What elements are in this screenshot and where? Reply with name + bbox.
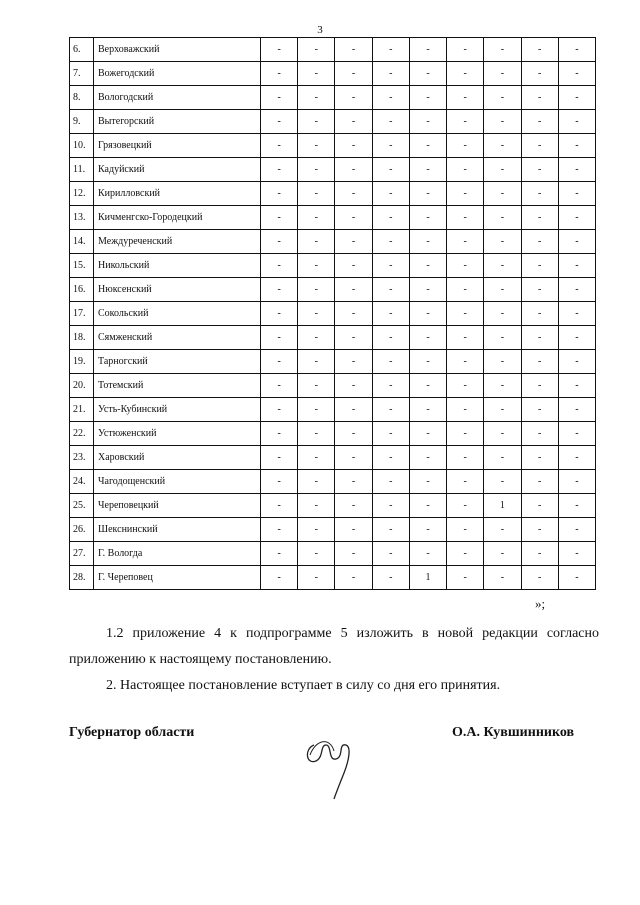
value-cell: - [298, 542, 335, 566]
value-cell: 1 [409, 566, 446, 590]
value-cell: - [372, 278, 409, 302]
value-cell: - [409, 350, 446, 374]
row-number: 26. [70, 518, 94, 542]
value-cell: - [335, 446, 372, 470]
district-name: Верховажский [94, 38, 261, 62]
value-cell: - [447, 62, 484, 86]
value-cell: - [335, 422, 372, 446]
district-name: Вытегорский [94, 110, 261, 134]
value-cell: - [372, 110, 409, 134]
value-cell: - [558, 182, 595, 206]
value-cell: - [409, 470, 446, 494]
value-cell: - [447, 206, 484, 230]
value-cell: - [484, 446, 521, 470]
value-cell: - [372, 38, 409, 62]
value-cell: - [298, 278, 335, 302]
value-cell: - [298, 254, 335, 278]
table-row [70, 302, 596, 326]
row-number: 7. [70, 62, 94, 86]
value-cell: - [409, 182, 446, 206]
value-cell: - [335, 470, 372, 494]
value-cell: - [335, 254, 372, 278]
value-cell: - [484, 542, 521, 566]
row-number: 23. [70, 446, 94, 470]
table-row [70, 350, 596, 374]
value-cell: - [298, 206, 335, 230]
value-cell: - [521, 62, 558, 86]
row-number: 28. [70, 566, 94, 590]
value-cell: - [409, 518, 446, 542]
row-number: 27. [70, 542, 94, 566]
value-cell: - [447, 518, 484, 542]
value-cell: - [261, 542, 298, 566]
value-cell: - [261, 110, 298, 134]
value-cell: - [558, 566, 595, 590]
table-row [70, 446, 596, 470]
value-cell: - [335, 158, 372, 182]
value-cell: - [521, 374, 558, 398]
value-cell: - [558, 110, 595, 134]
value-cell: - [298, 38, 335, 62]
value-cell: - [298, 326, 335, 350]
district-name: Г. Череповец [94, 566, 261, 590]
value-cell: - [261, 350, 298, 374]
page-number: 3 [317, 24, 323, 36]
table-row [70, 542, 596, 566]
value-cell: - [409, 254, 446, 278]
value-cell: - [372, 302, 409, 326]
value-cell: - [335, 206, 372, 230]
value-cell: - [447, 374, 484, 398]
value-cell: - [409, 62, 446, 86]
value-cell: - [521, 326, 558, 350]
value-cell: - [372, 158, 409, 182]
row-number: 12. [70, 182, 94, 206]
value-cell: - [261, 374, 298, 398]
value-cell: - [335, 38, 372, 62]
value-cell: - [409, 38, 446, 62]
table-row [70, 374, 596, 398]
value-cell: - [372, 446, 409, 470]
value-cell: - [558, 254, 595, 278]
table-row [70, 86, 596, 110]
value-cell: - [298, 62, 335, 86]
value-cell: - [261, 254, 298, 278]
value-cell: - [558, 62, 595, 86]
value-cell: - [558, 398, 595, 422]
value-cell: - [447, 326, 484, 350]
value-cell: - [521, 38, 558, 62]
signer-name: О.А. Кувшинников [452, 725, 575, 740]
value-cell: - [372, 254, 409, 278]
value-cell: - [484, 422, 521, 446]
value-cell: - [298, 470, 335, 494]
district-name: Кадуйский [94, 158, 261, 182]
value-cell: - [335, 518, 372, 542]
district-name: Вологодский [94, 86, 261, 110]
value-cell: - [521, 398, 558, 422]
district-name: Устюженский [94, 422, 261, 446]
value-cell: - [521, 134, 558, 158]
value-cell: - [484, 230, 521, 254]
table-row [70, 206, 596, 230]
value-cell: - [484, 518, 521, 542]
district-name: Грязовецкий [94, 134, 261, 158]
value-cell: - [558, 542, 595, 566]
value-cell: - [484, 566, 521, 590]
row-number: 15. [70, 254, 94, 278]
value-cell: - [447, 230, 484, 254]
value-cell: - [447, 542, 484, 566]
value-cell: - [521, 182, 558, 206]
value-cell: - [261, 206, 298, 230]
value-cell: - [298, 494, 335, 518]
value-cell: - [521, 230, 558, 254]
regions-table [69, 37, 596, 590]
row-number: 19. [70, 350, 94, 374]
table-row [70, 62, 596, 86]
value-cell: - [521, 206, 558, 230]
value-cell: - [484, 254, 521, 278]
value-cell: - [558, 86, 595, 110]
value-cell: - [521, 470, 558, 494]
value-cell: - [261, 182, 298, 206]
district-name: Череповецкий [94, 494, 261, 518]
value-cell: - [261, 302, 298, 326]
table-row [70, 230, 596, 254]
value-cell: - [484, 62, 521, 86]
value-cell: - [521, 302, 558, 326]
value-cell: - [335, 62, 372, 86]
value-cell: - [409, 86, 446, 110]
value-cell: - [261, 86, 298, 110]
district-name: Чагодощенский [94, 470, 261, 494]
value-cell: - [558, 326, 595, 350]
district-name: Кичменгско-Городецкий [94, 206, 261, 230]
table-row [70, 182, 596, 206]
value-cell: - [447, 470, 484, 494]
value-cell: - [447, 134, 484, 158]
value-cell: - [298, 398, 335, 422]
table-row [70, 134, 596, 158]
district-name: Сокольский [94, 302, 261, 326]
value-cell: - [335, 134, 372, 158]
value-cell: - [298, 566, 335, 590]
row-number: 8. [70, 86, 94, 110]
table-row [70, 326, 596, 350]
value-cell: - [521, 86, 558, 110]
district-name: Харовский [94, 446, 261, 470]
value-cell: - [261, 422, 298, 446]
handwritten-signature [300, 715, 360, 800]
value-cell: - [447, 278, 484, 302]
value-cell: - [298, 134, 335, 158]
value-cell: - [447, 38, 484, 62]
value-cell: - [335, 494, 372, 518]
district-name: Усть-Кубинский [94, 398, 261, 422]
value-cell: - [372, 230, 409, 254]
value-cell: - [372, 350, 409, 374]
value-cell: - [447, 566, 484, 590]
value-cell: - [447, 494, 484, 518]
row-number: 14. [70, 230, 94, 254]
value-cell: - [447, 110, 484, 134]
value-cell: - [335, 86, 372, 110]
value-cell: - [372, 398, 409, 422]
value-cell: - [335, 182, 372, 206]
value-cell: - [261, 62, 298, 86]
value-cell: - [447, 350, 484, 374]
value-cell: - [521, 542, 558, 566]
value-cell: - [558, 230, 595, 254]
value-cell: - [261, 566, 298, 590]
value-cell: - [372, 566, 409, 590]
value-cell: - [298, 302, 335, 326]
value-cell: - [484, 398, 521, 422]
value-cell: - [484, 374, 521, 398]
row-number: 18. [70, 326, 94, 350]
value-cell: - [409, 206, 446, 230]
value-cell: - [335, 110, 372, 134]
value-cell: - [447, 254, 484, 278]
value-cell: - [409, 110, 446, 134]
value-cell: - [521, 446, 558, 470]
table-row [70, 518, 596, 542]
value-cell: - [372, 134, 409, 158]
district-name: Г. Вологда [94, 542, 261, 566]
value-cell: - [447, 302, 484, 326]
value-cell: - [484, 182, 521, 206]
value-cell: - [447, 398, 484, 422]
value-cell: - [521, 494, 558, 518]
value-cell: - [298, 86, 335, 110]
value-cell: - [298, 182, 335, 206]
value-cell: - [409, 398, 446, 422]
value-cell: - [558, 518, 595, 542]
value-cell: - [409, 446, 446, 470]
value-cell: - [521, 278, 558, 302]
value-cell: - [298, 374, 335, 398]
value-cell: - [521, 566, 558, 590]
value-cell: - [298, 110, 335, 134]
row-number: 10. [70, 134, 94, 158]
value-cell: - [558, 134, 595, 158]
closing-quote: »; [535, 596, 546, 611]
district-name: Тарногский [94, 350, 261, 374]
value-cell: - [298, 518, 335, 542]
row-number: 6. [70, 38, 94, 62]
effective-date-paragraph: 2. Настоящее постановление вступает в силу со дня его принятия. [106, 678, 501, 693]
value-cell: - [335, 374, 372, 398]
value-cell: - [409, 278, 446, 302]
row-number: 11. [70, 158, 94, 182]
district-name: Нюксенский [94, 278, 261, 302]
value-cell: - [484, 86, 521, 110]
value-cell: - [335, 326, 372, 350]
value-cell: - [335, 278, 372, 302]
table-row [70, 254, 596, 278]
value-cell: - [558, 374, 595, 398]
value-cell: - [558, 206, 595, 230]
value-cell: - [298, 158, 335, 182]
value-cell: - [409, 134, 446, 158]
row-number: 9. [70, 110, 94, 134]
value-cell: - [261, 38, 298, 62]
value-cell: - [261, 158, 298, 182]
row-number: 16. [70, 278, 94, 302]
value-cell: - [372, 62, 409, 86]
table-row [70, 278, 596, 302]
value-cell: - [261, 494, 298, 518]
value-cell: - [335, 566, 372, 590]
value-cell: - [484, 350, 521, 374]
value-cell: - [447, 158, 484, 182]
value-cell: - [521, 422, 558, 446]
value-cell: - [409, 422, 446, 446]
value-cell: - [261, 470, 298, 494]
value-cell: - [409, 326, 446, 350]
district-name: Междуреченский [94, 230, 261, 254]
value-cell: - [335, 398, 372, 422]
value-cell: - [558, 278, 595, 302]
value-cell: - [335, 350, 372, 374]
value-cell: - [558, 470, 595, 494]
value-cell: - [372, 86, 409, 110]
value-cell: - [372, 326, 409, 350]
value-cell: - [447, 86, 484, 110]
value-cell: - [372, 494, 409, 518]
district-name: Тотемский [94, 374, 261, 398]
value-cell: - [447, 422, 484, 446]
value-cell: - [521, 158, 558, 182]
row-number: 21. [70, 398, 94, 422]
district-name: Вожегодский [94, 62, 261, 86]
table-row [70, 494, 596, 518]
value-cell: 1 [484, 494, 521, 518]
district-name: Шекснинский [94, 518, 261, 542]
value-cell: - [298, 446, 335, 470]
value-cell: - [558, 494, 595, 518]
value-cell: - [521, 254, 558, 278]
amendment-paragraph: 1.2 приложение 4 к подпрограмме 5 изложить в новой редакции согласно приложению к настоящему постановлению. [69, 626, 599, 667]
table-row [70, 566, 596, 590]
value-cell: - [335, 302, 372, 326]
row-number: 13. [70, 206, 94, 230]
district-name: Сямженский [94, 326, 261, 350]
value-cell: - [372, 182, 409, 206]
value-cell: - [372, 206, 409, 230]
value-cell: - [298, 230, 335, 254]
value-cell: - [372, 542, 409, 566]
value-cell: - [298, 422, 335, 446]
table-row [70, 470, 596, 494]
row-number: 17. [70, 302, 94, 326]
row-number: 24. [70, 470, 94, 494]
value-cell: - [409, 494, 446, 518]
value-cell: - [409, 542, 446, 566]
value-cell: - [484, 110, 521, 134]
value-cell: - [372, 470, 409, 494]
table-row [70, 38, 596, 62]
value-cell: - [521, 518, 558, 542]
value-cell: - [335, 542, 372, 566]
table-row [70, 110, 596, 134]
value-cell: - [484, 206, 521, 230]
value-cell: - [335, 230, 372, 254]
value-cell: - [372, 518, 409, 542]
value-cell: - [261, 326, 298, 350]
value-cell: - [261, 230, 298, 254]
value-cell: - [521, 110, 558, 134]
district-name: Никольский [94, 254, 261, 278]
value-cell: - [298, 350, 335, 374]
table-row [70, 158, 596, 182]
table-row [70, 422, 596, 446]
value-cell: - [558, 446, 595, 470]
value-cell: - [409, 374, 446, 398]
value-cell: - [484, 302, 521, 326]
value-cell: - [484, 470, 521, 494]
value-cell: - [484, 38, 521, 62]
value-cell: - [261, 518, 298, 542]
value-cell: - [409, 302, 446, 326]
value-cell: - [484, 278, 521, 302]
regions-table-body [70, 38, 596, 590]
row-number: 25. [70, 494, 94, 518]
table-row [70, 398, 596, 422]
value-cell: - [372, 422, 409, 446]
value-cell: - [484, 158, 521, 182]
district-name: Кирилловский [94, 182, 261, 206]
value-cell: - [372, 374, 409, 398]
value-cell: - [558, 422, 595, 446]
value-cell: - [558, 38, 595, 62]
value-cell: - [558, 158, 595, 182]
value-cell: - [521, 350, 558, 374]
value-cell: - [261, 398, 298, 422]
value-cell: - [261, 134, 298, 158]
value-cell: - [409, 158, 446, 182]
value-cell: - [409, 230, 446, 254]
value-cell: - [484, 134, 521, 158]
value-cell: - [484, 326, 521, 350]
value-cell: - [261, 446, 298, 470]
value-cell: - [261, 278, 298, 302]
value-cell: - [558, 350, 595, 374]
value-cell: - [558, 302, 595, 326]
row-number: 20. [70, 374, 94, 398]
value-cell: - [447, 182, 484, 206]
value-cell: - [447, 446, 484, 470]
signer-title: Губернатор области [69, 725, 195, 740]
row-number: 22. [70, 422, 94, 446]
